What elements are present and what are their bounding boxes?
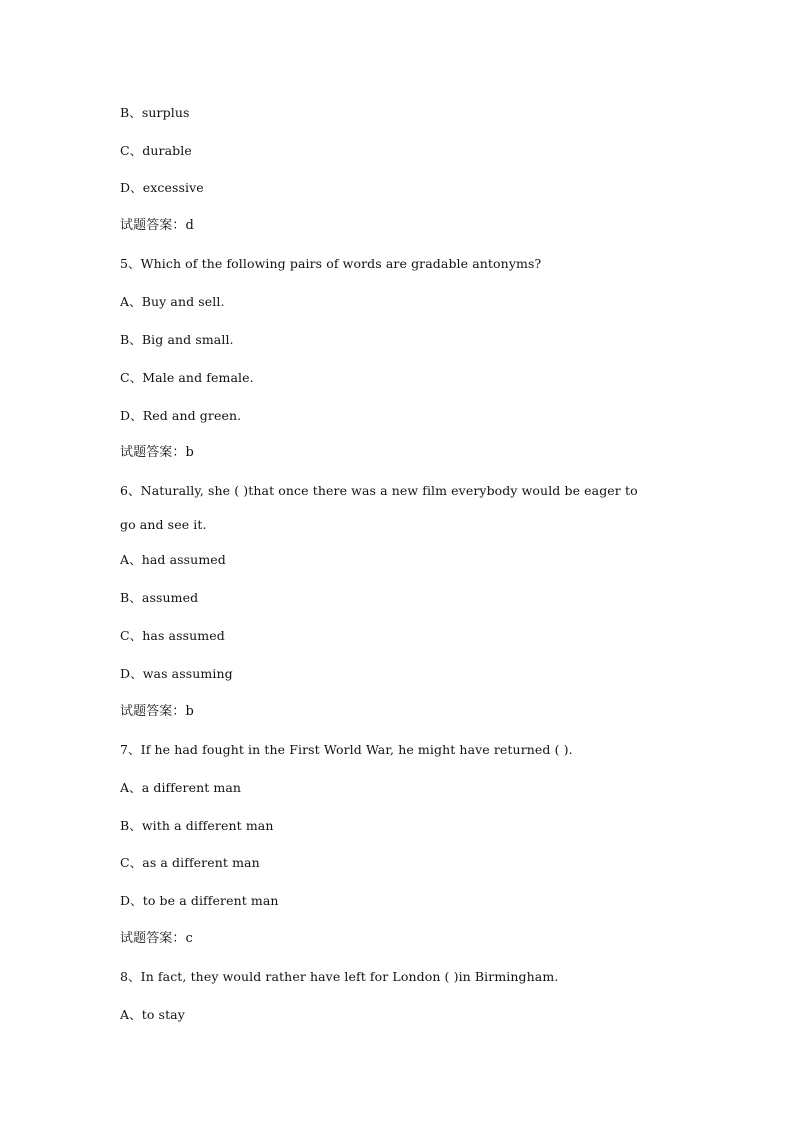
question-6-continued: go and see it. (120, 517, 207, 532)
option-b-q5: B、Big and small. (120, 332, 234, 347)
answer-q7: 试题答案：c (120, 931, 193, 946)
option-a-q6: A、had assumed (120, 552, 226, 567)
option-d-q6: D、was assuming (120, 666, 233, 681)
question-8: 8、In fact, they would rather have left for London ( )in Birmingham. (120, 969, 559, 984)
option-c-q6: C、has assumed (120, 628, 225, 643)
option-b-q6: B、assumed (120, 590, 199, 605)
option-d-q4: D、excessive (120, 180, 204, 195)
answer-q4: 试题答案：d (120, 218, 194, 233)
answer-q6: 试题答案：b (120, 704, 194, 719)
option-a-q8: A、to stay (120, 1007, 185, 1022)
option-c-q5: C、Male and female. (120, 370, 254, 385)
option-c-q4: C、durable (120, 143, 192, 158)
option-d-q5: D、Red and green. (120, 408, 242, 423)
option-b-q7: B、with a different man (120, 818, 274, 833)
option-d-q7: D、to be a different man (120, 893, 279, 908)
question-7: 7、If he had fought in the First World War, he might have returned ( ). (120, 742, 573, 757)
option-a-q5: A、Buy and sell. (120, 294, 225, 309)
option-b-q4: B、surplus (120, 105, 190, 120)
question-5: 5、Which of the following pairs of words are gradable antonyms? (120, 256, 542, 271)
answer-q5: 试题答案：b (120, 445, 194, 460)
option-a-q7: A、a different man (120, 780, 242, 795)
option-c-q7: C、as a different man (120, 855, 260, 870)
question-6: 6、Naturally, she ( )that once there was a new film everybody would be eager to (120, 483, 638, 498)
